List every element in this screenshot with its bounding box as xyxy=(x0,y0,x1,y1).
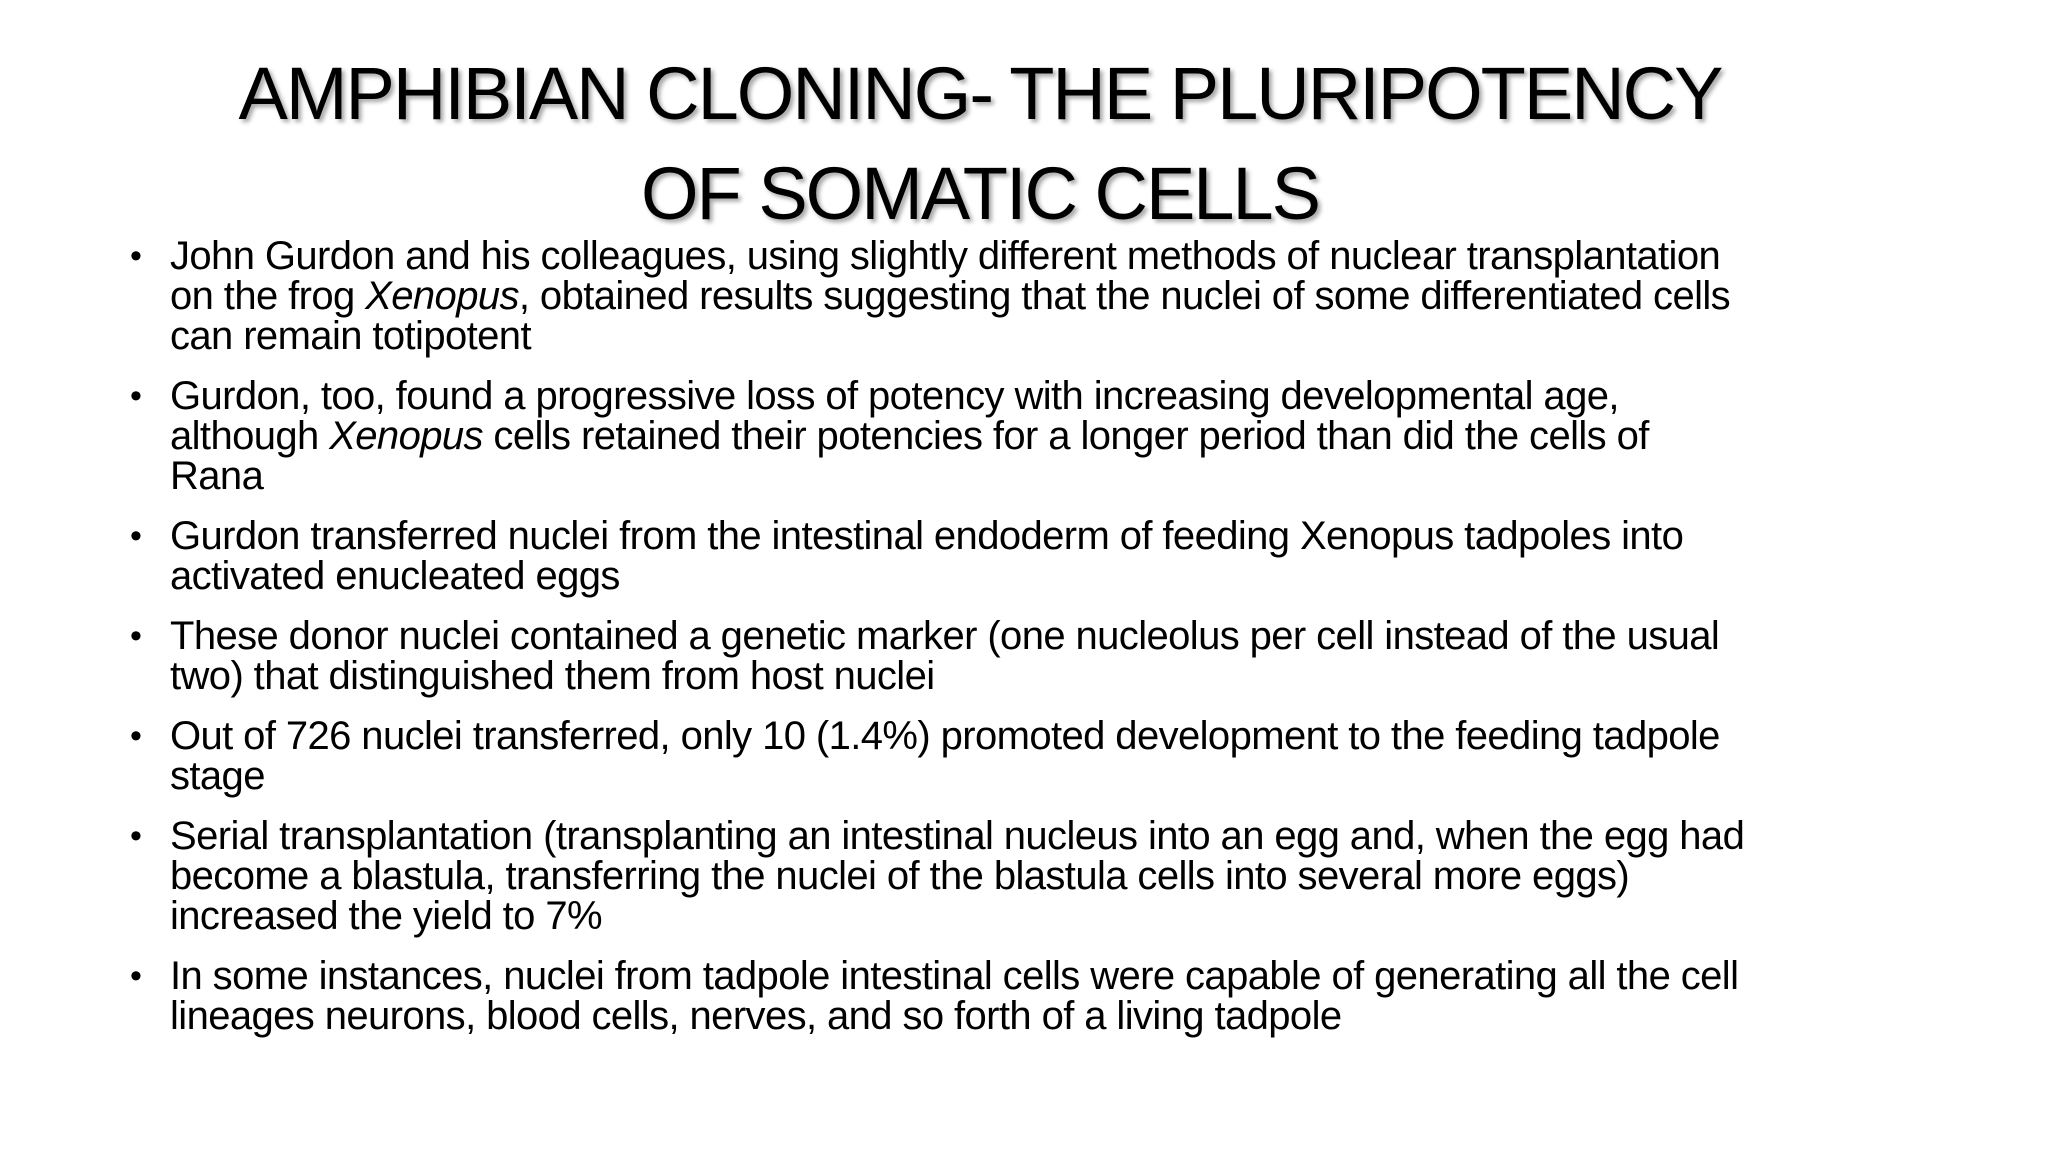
slide-title xyxy=(150,44,1810,244)
italic-term: Xenopus xyxy=(365,274,519,318)
bullet-line: stage xyxy=(170,754,265,798)
bullet-line: can remain totipotent xyxy=(170,314,531,358)
bullet-list xyxy=(130,236,1960,1056)
bullet-line: two) that distinguished them from host nuclei xyxy=(170,654,935,698)
bullet-marker: • xyxy=(130,717,142,755)
bullet-item xyxy=(130,616,1960,696)
bullet-item xyxy=(130,516,1960,596)
bullet-line: increased the yield to 7% xyxy=(170,894,602,938)
bullet-marker: • xyxy=(130,237,142,275)
bullet-marker: • xyxy=(130,377,142,415)
bullet-line: although Xenopus cells retained their potencies for a longer period than did the cells of xyxy=(170,414,1649,458)
bullet-marker: • xyxy=(130,817,142,855)
bullet-item xyxy=(130,376,1960,496)
title-line-2: OF SOMATIC CELLS xyxy=(641,152,1319,235)
bullet-line: These donor nuclei contained a genetic marker (one nucleolus per cell instead of the usual xyxy=(170,614,1720,658)
bullet-line: Gurdon, too, found a progressive loss of potency with increasing developmental age, xyxy=(170,374,1619,418)
bullet-item xyxy=(130,816,1960,936)
bullet-line: on the frog Xenopus, obtained results suggesting that the nuclei of some differentiated cells xyxy=(170,274,1731,318)
bullet-item xyxy=(130,716,1960,796)
bullet-line: Out of 726 nuclei transferred, only 10 (1.4%) promoted development to the feeding tadpole xyxy=(170,714,1720,758)
bullet-line: activated enucleated eggs xyxy=(170,554,620,598)
bullet-line: lineages neurons, blood cells, nerves, and so forth of a living tadpole xyxy=(170,994,1342,1038)
bullet-marker: • xyxy=(130,517,142,555)
bullet-line: become a blastula, transferring the nuclei of the blastula cells into several more eggs) xyxy=(170,854,1630,898)
bullet-line: Serial transplantation (transplanting an intestinal nucleus into an egg and, when the egg had xyxy=(170,814,1745,858)
bullet-line: Gurdon transferred nuclei from the intestinal endoderm of feeding Xenopus tadpoles into xyxy=(170,514,1684,558)
bullet-item xyxy=(130,956,1960,1036)
bullet-line: In some instances, nuclei from tadpole intestinal cells were capable of generating all the cell xyxy=(170,954,1739,998)
title-line-1: AMPHIBIAN CLONING- THE PLURIPOTENCY xyxy=(238,52,1722,135)
bullet-marker: • xyxy=(130,617,142,655)
bullet-line: Rana xyxy=(170,454,264,498)
bullet-marker: • xyxy=(130,957,142,995)
bullet-item xyxy=(130,236,1960,356)
italic-term: Xenopus xyxy=(329,414,483,458)
bullet-line: John Gurdon and his colleagues, using slightly different methods of nuclear transplantation xyxy=(170,234,1721,278)
